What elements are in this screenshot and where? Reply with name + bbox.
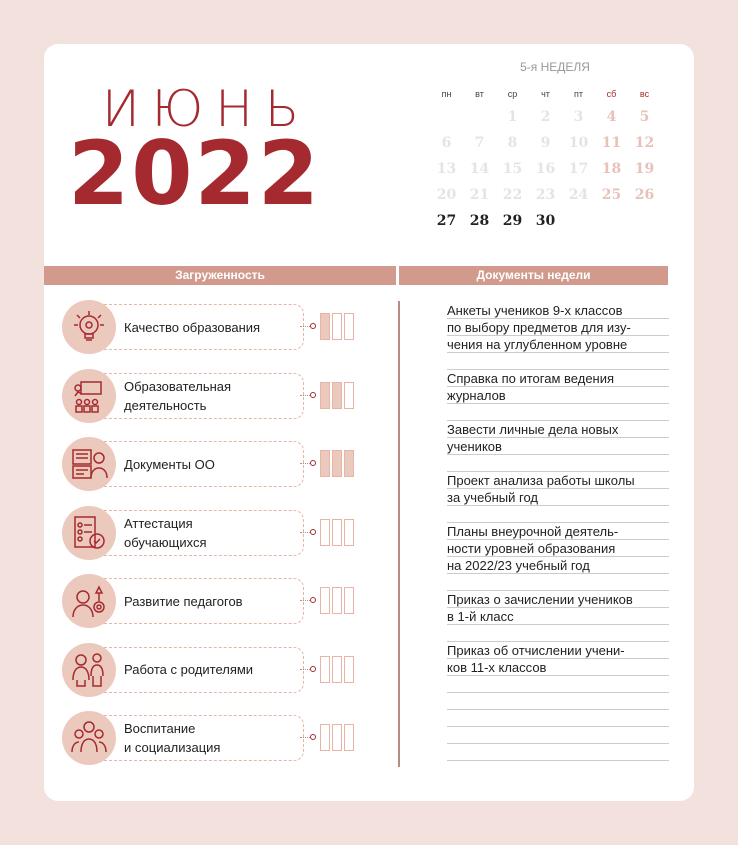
level-box [332,656,342,683]
weekday-label: сб [606,89,617,99]
level-box [320,587,330,614]
document-line: Анкеты учеников 9-х классов [447,302,669,319]
level-box [320,656,330,683]
document-line: журналов [447,387,669,404]
connector-dot [310,734,316,740]
level-box [332,382,342,409]
connector-line [300,669,310,670]
calendar-day: 5 [639,109,650,125]
level-box [332,724,342,751]
connector-dot [310,529,316,535]
connector-dot [310,597,316,603]
document-line [447,727,669,744]
level-box [344,450,354,477]
documents-list [447,302,669,761]
connector-dot [310,323,316,329]
document-line: за учебный год [447,489,669,506]
workload-label: Аттестация обучающихся [124,515,207,550]
connector-dot [310,666,316,672]
level-box [344,519,354,546]
calendar-day: 22 [502,187,523,203]
planner-card [44,44,694,801]
workload-row [62,506,362,560]
level-box [344,587,354,614]
document-line: ков 11-х классов [447,659,669,676]
weekday-label: пн [441,89,452,99]
connector-line [300,600,310,601]
document-line: Приказ об отчислении учени- [447,642,669,659]
calendar-day: 8 [507,135,518,151]
connector-line [300,463,310,464]
connector-line [300,737,310,738]
calendar-day: 23 [535,187,556,203]
document-line: по выбору предметов для изу- [447,319,669,336]
week-label: 5-я НЕДЕЛЯ [520,60,590,74]
document-line [447,506,669,523]
document-line [447,353,669,370]
weekday-label: вс [639,89,650,99]
calendar-day: 10 [568,135,589,151]
workload-level-meter [320,313,354,340]
calendar-day: 20 [436,187,457,203]
level-box [332,519,342,546]
calendar-empty-cell [562,208,595,234]
connector-line [300,395,310,396]
calendar-day: 21 [469,187,490,203]
calendar-day: 18 [601,161,622,177]
workload-row [62,711,362,765]
document-line: Приказ о зачислении учеников [447,591,669,608]
document-line: учеников [447,438,669,455]
workload-row [62,437,362,491]
calendar-day: 30 [535,213,556,229]
level-box [332,587,342,614]
column-divider [398,301,400,767]
document-line: Справка по итогам ведения [447,370,669,387]
level-box [332,450,342,477]
connector-line [300,532,310,533]
workload-label: Образовательная деятельность [124,378,232,413]
level-box [344,724,354,751]
calendar-day: 3 [573,109,584,125]
calendar-day: 17 [568,161,589,177]
weekday-label: чт [541,89,550,99]
document-line: чения на углубленном уровне [447,336,669,353]
month-title: ИЮНЬ [102,80,312,138]
parents-icon [62,643,116,697]
workload-label: Развитие педагогов [124,593,243,609]
workload-level-meter [320,656,354,683]
level-box [320,450,330,477]
calendar-day: 25 [601,187,622,203]
weekday-label: ср [507,89,518,99]
teacher-gears-icon [62,574,116,628]
calendar-day: 27 [436,213,457,229]
document-line: в 1-й класс [447,608,669,625]
calendar-day: 14 [469,161,490,177]
workload-label: Документы ОО [124,456,215,472]
weekday-label: вт [475,89,484,99]
level-box [332,313,342,340]
calendar-day: 11 [601,135,622,151]
document-line [447,693,669,710]
connector-dot [310,460,316,466]
level-box [320,313,330,340]
level-box [320,519,330,546]
weekday-label: пт [574,89,583,99]
calendar-day: 24 [568,187,589,203]
year-title: 2022 [68,122,321,225]
level-box [320,724,330,751]
workload-level-meter [320,587,354,614]
document-line [447,676,669,693]
workload-label: Работа с родителями [124,662,254,677]
connector-line [300,326,310,327]
document-line [447,625,669,642]
document-line: Завести личные дела новых [447,421,669,438]
lightbulb-gear-icon [62,300,116,354]
workload-row [62,300,362,354]
document-line: на 2022/23 учебный год [447,557,669,574]
workload-row [62,643,362,697]
level-box [344,656,354,683]
level-box [344,382,354,409]
calendar-day: 2 [540,109,551,125]
calendar-empty-cell [595,208,628,234]
workload-level-meter [320,724,354,751]
calendar-day: 19 [634,161,655,177]
calendar-empty-cell [430,104,463,130]
calendar-day: 12 [634,135,655,151]
connector-dot [310,392,316,398]
workload-level-meter [320,450,354,477]
calendar-day: 13 [436,161,457,177]
level-box [320,382,330,409]
documents-header: Документы недели [399,266,668,285]
checklist-icon [62,506,116,560]
calendar-empty-cell [463,104,496,130]
mini-calendar [430,60,664,234]
group-people-icon [62,711,116,765]
workload-row [62,369,362,423]
workload-header: Загруженность [44,266,396,285]
calendar-day: 7 [474,135,485,151]
calendar-day: 15 [502,161,523,177]
document-line [447,710,669,727]
document-line [447,744,669,761]
document-line: Планы внеурочной деятель- [447,523,669,540]
calendar-empty-cell [628,208,661,234]
document-line: Проект анализа работы школы [447,472,669,489]
calendar-day: 29 [502,213,523,229]
document-line: ности уровней образования [447,540,669,557]
documents-person-icon [62,437,116,491]
workload-level-meter [320,382,354,409]
workload-label: Качество образования [124,319,261,335]
document-line [447,404,669,421]
classroom-teacher-icon [62,369,116,423]
workload-level-meter [320,519,354,546]
calendar-day: 4 [606,109,617,125]
document-line [447,455,669,472]
calendar-grid [430,84,664,234]
calendar-day: 16 [535,161,556,177]
calendar-day: 9 [540,135,551,151]
workload-label: Воспитание и социализация [124,721,221,755]
calendar-day: 28 [469,213,490,229]
calendar-day: 26 [634,187,655,203]
calendar-day: 6 [441,135,452,151]
document-line [447,574,669,591]
workload-row [62,574,362,628]
level-box [344,313,354,340]
calendar-day: 1 [507,109,518,125]
